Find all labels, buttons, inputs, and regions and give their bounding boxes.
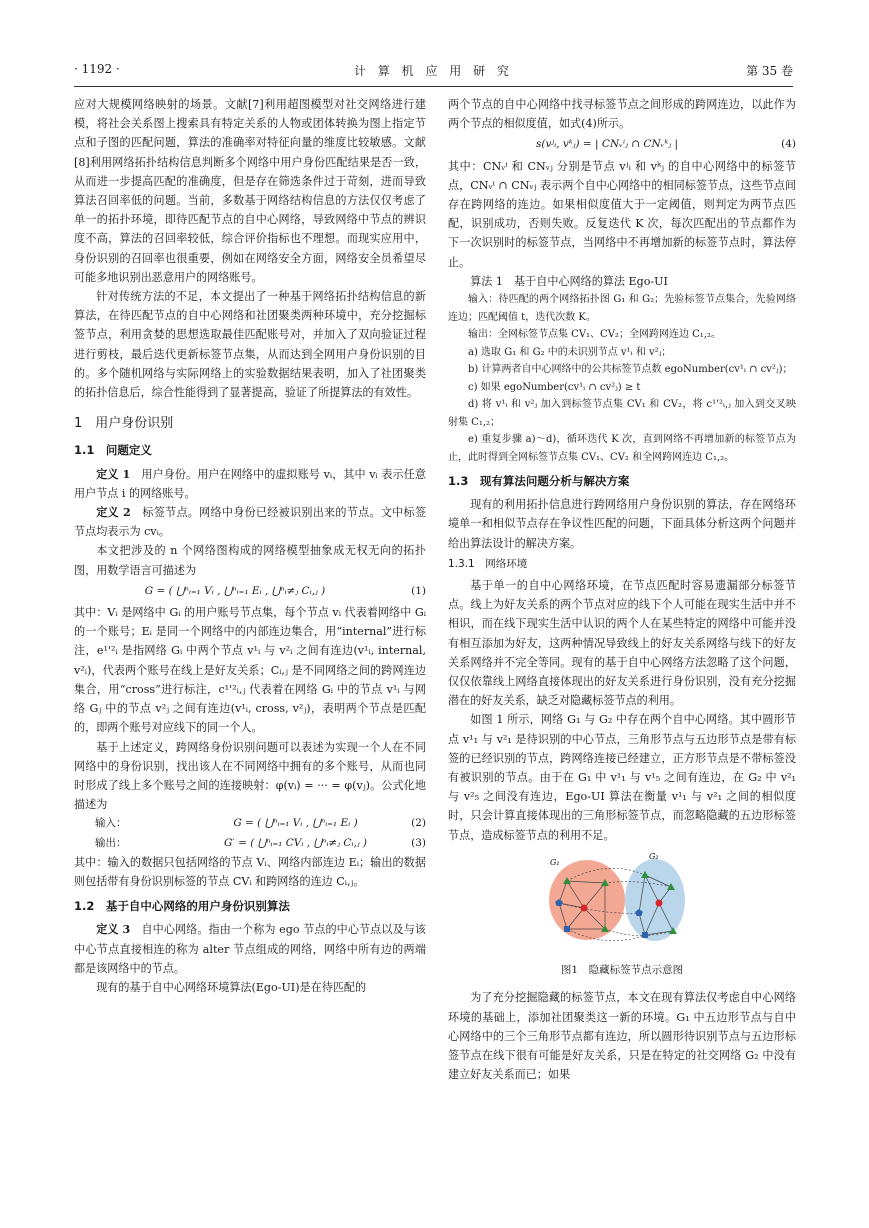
equation-body: s(vʲᵢ, vᵏⱼ) = | CNᵥⁱⱼ ∩ CNᵥᵏⱼ | [535, 138, 679, 151]
algorithm-input: 输入：待匹配的两个网络拓扑图 G₁ 和 G₂；先验标签节点集合，先验网络连边；匹配阈值 t，迭代次数 K。 [448, 294, 796, 323]
definition-text: 自中心网络。指由一个称为 ego 节点的中心节点以及与该中心节点直接相连的称为 alter 节点组成的网络，网络中所有边的两端都是该网络中的节点。 [74, 923, 426, 975]
header-rule [74, 86, 793, 87]
algorithm-step: d) 将 v¹ᵢ 和 v²ⱼ 加入到标签节点集 CV₁ 和 CV₂，将 c¹'²ᵢ,ⱼ 加入到交叉映射集 C₁,₂； [448, 399, 796, 428]
definition-text: 用户身份。用户在网络中的虚拟账号 vᵢ，其中 vᵢ 表示任意用户节点 i 的网络账号。 [74, 467, 426, 500]
algorithm-output: 输出：全网标签节点集 CV₁、CV₂；全网跨网连边 C₁,₂。 [468, 329, 721, 341]
running-header [74, 62, 793, 84]
definition-text: 标签节点。网络中身份已经被识别出来的节点。文中标签节点均表示为 cvᵢ。 [74, 506, 426, 539]
paragraph: 为了充分挖掘隐藏的标签节点，本文在现有算法仅考虑自中心网络环境的基础上，添加社团聚类这一新的环境。G₁ 中五边形节点与自中心网络中的三个三角形节点都有连边，所以圆形待识别节点与五边形标签节点在线下很有可能是好友关系，只是在特定的社交网络 G₂ 中没有建立好友关系而已；如果 [448, 991, 796, 1082]
algorithm-step: b) 计算两者自中心网络中的公共标签节点数 egoNumber(cv¹ᵢ ∩ cv²ⱼ)； [468, 364, 793, 376]
figure-1 [448, 853, 796, 957]
paragraph: 基于单一的自中心网络环境，在节点匹配时容易遗漏部分标签节点。线上为好友关系的两个节点对应的线下个人可能在现实生活中并不相识，而在线下现实生活中认识的两个人在某些特定的网络中可能并没有相互添加为好友，这两种情况导致线上的好友关系网络与线下的好友关系网络并不完全等同。现有的基于自中心网络方法忽略了这个问题，仅仅依靠线上网络直接体现出的好友关系进行身份识别，没有充分挖掘潜在的好友关系，缺乏对隐藏标签节点的利用。 [448, 579, 796, 708]
square-node-icon [642, 932, 648, 938]
paragraph: 针对传统方法的不足，本文提出了一种基于网络拓扑结构信息的新算法，在待匹配节点的自中心网络和社团聚类两种环境中，充分挖掘标签节点，利用贪婪的思想选取最佳匹配账号对，并加入了双向验证过程进行剪枝，最后迭代更新标签节点集，从而达到全网用户身份识别的目的。多个随机网络与实际网络上的实验数据结果表明，加入了社团聚类的拓扑信息后，综合性能得到了显著提高，验证了所提算法的有效性。 [74, 290, 426, 400]
paragraph: 应对大规模网络映射的场景。文献[7]利用超图模型对社交网络进行建模，将社会关系图上搜索具有特定关系的人物或团体转换为图上指定节点和子图的匹配问题，算法的准确率对特征向量的维度比较敏感。文献[8]利用网络拓扑结构信息判断多个网络中用户身份匹配结果是否一致，从而进一步提高匹配的准确度，但是存在筛选条件过于苛刻，进而导致算法召回率低的问题。当前，多数基于网络结构信息的方法仅仅考虑了单一的拓扑环境，即待匹配节点的自中心网络，导致网络中节点的辨识度不高，算法的召回率较低，综合评价指标也不理想。而现实应用中，身份识别的召回率也很重要，例如在网络安全方面，网络安全员希望尽可能多地识别出恶意用户的网络账号。 [74, 98, 426, 284]
paragraph: 如图 1 所示，网络 G₁ 与 G₂ 中存在两个自中心网络。其中圆形节点 v¹₁ 与 v²₁ 是待识别的中心节点，三角形节点与五边形节点是带有标签的已经识别的节点，跨网络连接已经建立，正方形节点是不带标签没有被识别的节点。由于在 G₁ 中 v¹₁ 与 v¹₅ 之间有连边，在 G₂ 中 v²₁ 与 v²₅ 之间没有连边，Ego-UI 算法在衡量 v¹₁ 与 v²₁ 之间的相似度时，只会计算直接体现出的三角形标签节点，而忽略隐藏的五边形标签节点，造成标签节点的利用不足。 [448, 713, 796, 842]
equation-3 [74, 834, 426, 853]
equation-number: (3) [411, 836, 426, 849]
paragraph: 现有的基于自中心网络环境算法(Ego-UI)是在待匹配的 [96, 980, 367, 994]
volume-label: 第 35 卷 [746, 64, 793, 78]
g2-label: G₂ [649, 852, 659, 861]
equation-body: G′ = ( ⋃ⁿᵢ₌₁ CVᵢ , ⋃ⁿᵢ≠ⱼ Cᵢ,ⱼ ) [223, 836, 368, 849]
paragraph: 现有的利用拓扑信息进行跨网络用户身份识别的算法，存在网络环境单一和相似节点存在争议性匹配的问题，下面具体分析这两个问题并给出算法设计的解决方案。 [448, 498, 796, 550]
definition-3 [74, 920, 426, 978]
algorithm-body [448, 291, 796, 466]
subsection-heading: 1.1 问题定义 [74, 443, 152, 458]
paragraph: 基于上述定义，跨网络身份识别问题可以表述为实现一个人在不同网络中的身份识别，找出该人在不同网络中拥有的多个账号，从而也同时形成了线上多个账号之间的连接映射：φ(vᵢ) = ··· = φ(vⱼ)。公式化地描述为 [74, 740, 426, 812]
right-column [448, 95, 796, 1084]
equation-4 [448, 135, 796, 154]
section-heading: 1 用户身份识别 [74, 416, 174, 432]
equation-number: (2) [411, 817, 426, 830]
input-label: 输入： [95, 817, 127, 830]
figure-caption: 图1 隐藏标签节点示意图 [560, 964, 684, 977]
paragraph: 其中：输入的数据只包括网络的节点 Vᵢ、网络内部连边 Eᵢ；输出的数据则包括带有身份识别标签的节点 CVᵢ 和跨网络的连边 Cᵢ,ⱼ。 [74, 855, 426, 888]
paragraph: 其中：CNᵥⁱ 和 CNᵥⱼ 分别是节点 vʲᵢ 和 vᵏⱼ 的自中心网络中的标签节点，CNᵥⁱ ∩ CNᵥⱼ 表示两个自中心网络中的相同标签节点，这些节点间存在跨网络的连边。如果相似度值大于一定阈值，则判定为两节点匹配，识别成功，否则失败。反复迭代 K 次，每次匹配出的节点都作为下一次识别时的标签节点，当网络中不再增加新的标签节点时，算法停止。 [448, 159, 796, 269]
algorithm-step: c) 如果 egoNumber(cv¹ᵢ ∩ cv²ⱼ) ≥ t [468, 381, 641, 393]
paragraph: 其中：Vᵢ 是网络中 Gᵢ 的用户账号节点集，每个节点 vᵢ 代表着网络中 Gᵢ 的一个账号；Eᵢ 是同一个网络中的内部连边集合，用“internal”进行标注，e¹'²ᵢ 是指网络 Gᵢ 中两个节点 v¹ᵢ 与 v²ᵢ 之间有连边(v¹ᵢ, internal, v²ᵢ)，代表两个账号在线上是好友关系；Cᵢ,ⱼ 是不同网络之间的跨网连边集合，用“cross”进行标注，c¹'²ᵢ,ⱼ 代表着在网络 Gᵢ 中的节点 v¹ᵢ 与网络 Gⱼ 中的节点 v²ⱼ 之间有连边(v¹ᵢ, cross, v²ⱼ)，表明两个节点是匹配的，即两个账号对应线下的同一个人。 [74, 606, 426, 735]
journal-title: 计 算 机 应 用 研 究 [354, 64, 513, 78]
circle-node-icon [656, 899, 663, 906]
equation-number: (4) [781, 138, 796, 151]
page-number: · 1192 · [74, 62, 120, 76]
paragraph: 本文把涉及的 n 个网络图构成的网络模型抽象成无权无向的拓扑图，用数学语言可描述为 [74, 544, 426, 577]
square-node-icon [564, 926, 570, 932]
equation-2 [74, 814, 426, 833]
left-column [74, 95, 426, 997]
definition-label: 定义 2 [96, 506, 131, 520]
equation-body: G = ( ⋃ⁿᵢ₌₁ Vᵢ , ⋃ⁿᵢ₌₁ Eᵢ , ⋃ⁿᵢ≠ⱼ Cᵢ,ⱼ ) [144, 584, 326, 597]
hidden-label-node-diagram [547, 853, 697, 951]
subsection-heading: 1.3 现有算法问题分析与解决方案 [448, 474, 630, 489]
equation-number: (1) [411, 584, 426, 597]
definition-1 [74, 465, 426, 503]
circle-node-icon [581, 904, 588, 911]
paragraph: 两个节点的自中心网络中找寻标签节点之间形成的跨网连边，以此作为两个节点的相似度值，如式(4)所示。 [448, 98, 796, 131]
algorithm-step: a) 选取 G₁ 和 G₂ 中的未识别节点 v¹ᵢ 和 v²ⱼ； [468, 346, 672, 358]
equation-body: G = ( ⋃ⁿᵢ₌₁ Vᵢ , ⋃ⁿᵢ₌₁ Eᵢ ) [233, 817, 358, 830]
definition-label: 定义 3 [96, 923, 131, 937]
definition-label: 定义 1 [96, 467, 131, 481]
subsection-heading: 1.2 基于自中心网络的用户身份识别算法 [74, 899, 290, 914]
algorithm-title: 算法 1 基于自中心网络的算法 Ego-UI [470, 274, 668, 288]
g1-label: G₁ [550, 857, 560, 867]
equation-1 [74, 582, 426, 601]
subsubsection-heading: 1.3.1 网络环境 [448, 557, 528, 570]
definition-2 [74, 503, 426, 541]
output-label: 输出： [95, 836, 127, 849]
algorithm-step: e) 重复步骤 a)～d)，循环迭代 K 次，直到网络不再增加新的标签节点为止，此时得到全网标签节点集 CV₁、CV₂ 和全网跨网连边 C₁,₂。 [448, 434, 796, 463]
